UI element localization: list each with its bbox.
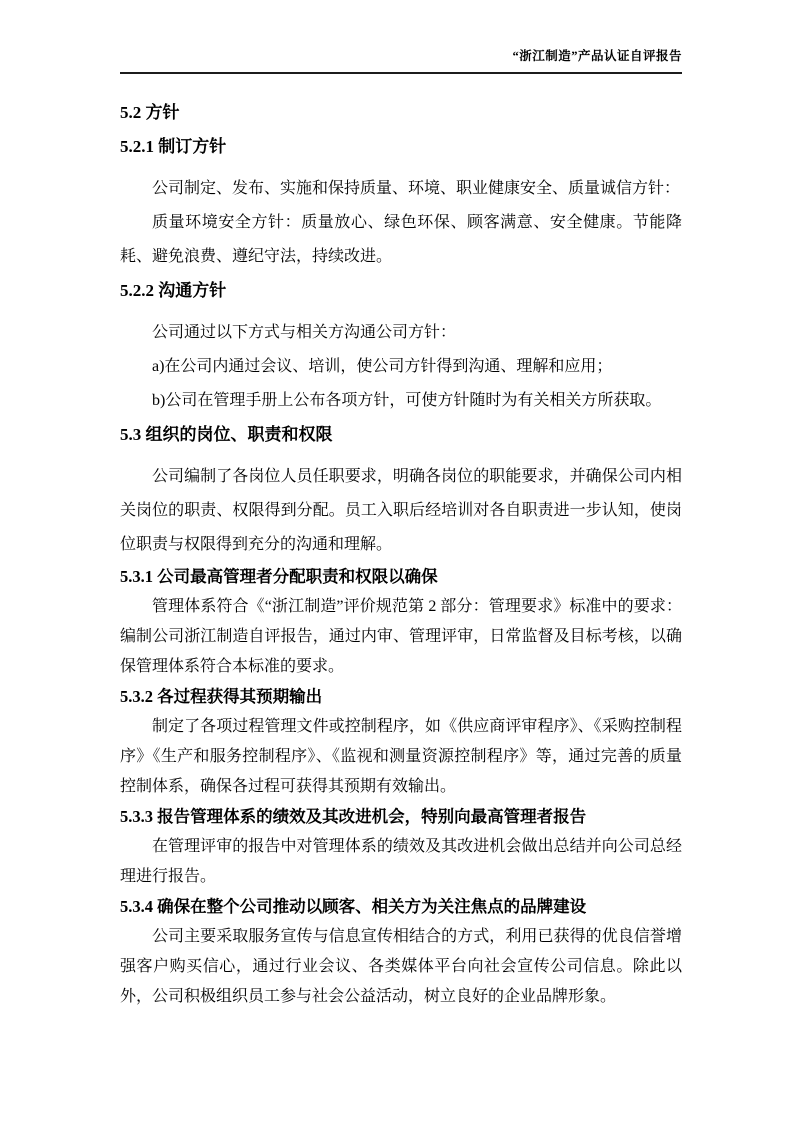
paragraph: 管理体系符合《“浙江制造”评价规范第 2 部分：管理要求》标准中的要求：编制公司浙江制造自评报告，通过内审、管理评审，日常监督及目标考核，以确保管理体系符合本标准的要求。 bbox=[120, 598, 682, 675]
subsection-heading: 5.2.1 制订方针 bbox=[120, 137, 227, 156]
page-header bbox=[120, 46, 682, 74]
paragraph: 公司制定、发布、实施和保持质量、环境、职业健康安全、质量诚信方针： bbox=[152, 180, 681, 197]
paragraph: a)在公司内通过会议、培训，使公司方针得到沟通、理解和应用； bbox=[152, 358, 613, 375]
paragraph: 制定了各项过程管理文件或控制程序，如《供应商评审程序》、《采购控制程序》《生产和服务控制程序》、《监视和测量资源控制程序》等，通过完善的质量控制体系，确保各过程可获得其预期有效输出。 bbox=[120, 718, 682, 795]
subsection-heading: 5.3.2 各过程获得其预期输出 bbox=[120, 687, 323, 706]
section-heading: 5.2 方针 bbox=[120, 103, 180, 122]
document-content bbox=[120, 96, 682, 1012]
subsection-heading: 5.3.1 公司最高管理者分配职责和权限以确保 bbox=[120, 567, 438, 586]
subsection-heading: 5.3.3 报告管理体系的绩效及其改进机会，特别向最高管理者报告 bbox=[120, 807, 587, 826]
section-heading: 5.3 组织的岗位、职责和权限 bbox=[120, 425, 333, 444]
paragraph: 质量环境安全方针：质量放心、绿色环保、顾客满意、安全健康。节能降耗、避免浪费、遵纪守法，持续改进。 bbox=[120, 214, 682, 265]
paragraph: 公司主要采取服务宣传与信息宣传相结合的方式，利用已获得的优良信誉增强客户购买信心，通过行业会议、各类媒体平台向社会宣传公司信息。除此以外，公司积极组织员工参与社会公益活动，树立良好的企业品牌形象。 bbox=[120, 928, 682, 1005]
header-title: “浙江制造”产品认证自评报告 bbox=[512, 49, 682, 63]
subsection-heading: 5.3.4 确保在整个公司推动以顾客、相关方为关注焦点的品牌建设 bbox=[120, 897, 587, 916]
paragraph: 在管理评审的报告中对管理体系的绩效及其改进机会做出总结并向公司总经理进行报告。 bbox=[120, 838, 682, 885]
paragraph: 公司编制了各岗位人员任职要求，明确各岗位的职能要求，并确保公司内相关岗位的职责、权限得到分配。员工入职后经培训对各自职责进一步认知，使岗位职责与权限得到充分的沟通和理解。 bbox=[120, 468, 682, 553]
paragraph: 公司通过以下方式与相关方沟通公司方针： bbox=[152, 324, 457, 341]
subsection-heading: 5.2.2 沟通方针 bbox=[120, 281, 227, 300]
paragraph: b)公司在管理手册上公布各项方针，可使方针随时为有关相关方所获取。 bbox=[152, 392, 662, 409]
